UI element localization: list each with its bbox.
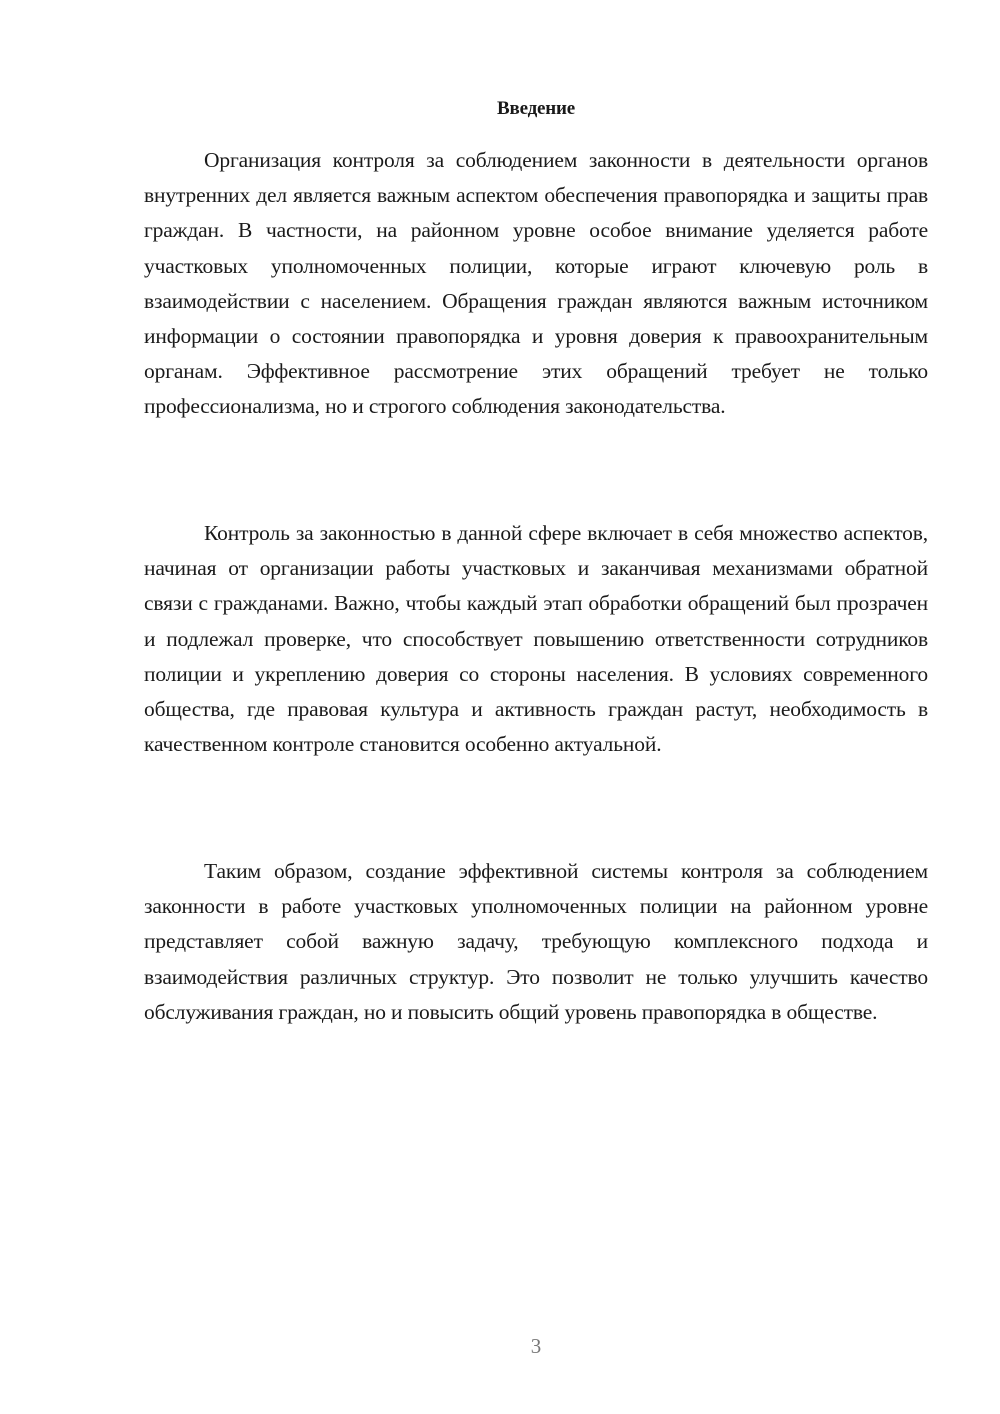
paragraph: Таким образом, создание эффективной системы контроля за соблюдением законности в работе участковых уполномоченных полиции на районном уровне представляет собой важную задачу, требующую комплексного подхода и взаимодействия различных структур. Это позволит не только улучшить качество обслуживания граждан, но и повысить общий уровень правопорядка в обществе. — [144, 859, 928, 1024]
paragraph: Контроль за законностью в данной сфере включает в себя множество аспектов, начиная от организации работы участковых и заканчивая механизмами обратной связи с гражданами. Важно, чтобы каждый этап обработки обращений был прозрачен и подлежал проверке, что способствует повышению ответственности сотрудников полиции и укреплению доверия со стороны населения. В условиях современного общества, где правовая культура и активность граждан растут, необходимость в качественном контроле становится особенно актуальной. — [144, 521, 928, 757]
paragraph-3-container — [144, 854, 928, 1030]
page-number: 3 — [530, 1334, 542, 1358]
paragraph-1-container — [144, 143, 928, 425]
section-heading: Введение — [497, 98, 575, 119]
paragraph: Организация контроля за соблюдением законности в деятельности органов внутренних дел является важным аспектом обеспечения правопорядка и защиты прав граждан. В частности, на районном уровне особое внимание уделяется работе участковых уполномоченных полиции, которые играют ключевую роль в взаимодействии с населением. Обращения граждан являются важным источником информации о состоянии правопорядка и уровня доверия к правоохранительным органам. Эффективное рассмотрение этих обращений требует не только профессионализма, но и строгого соблюдения законодательства. — [144, 148, 928, 419]
paragraph-2-container — [144, 516, 928, 762]
